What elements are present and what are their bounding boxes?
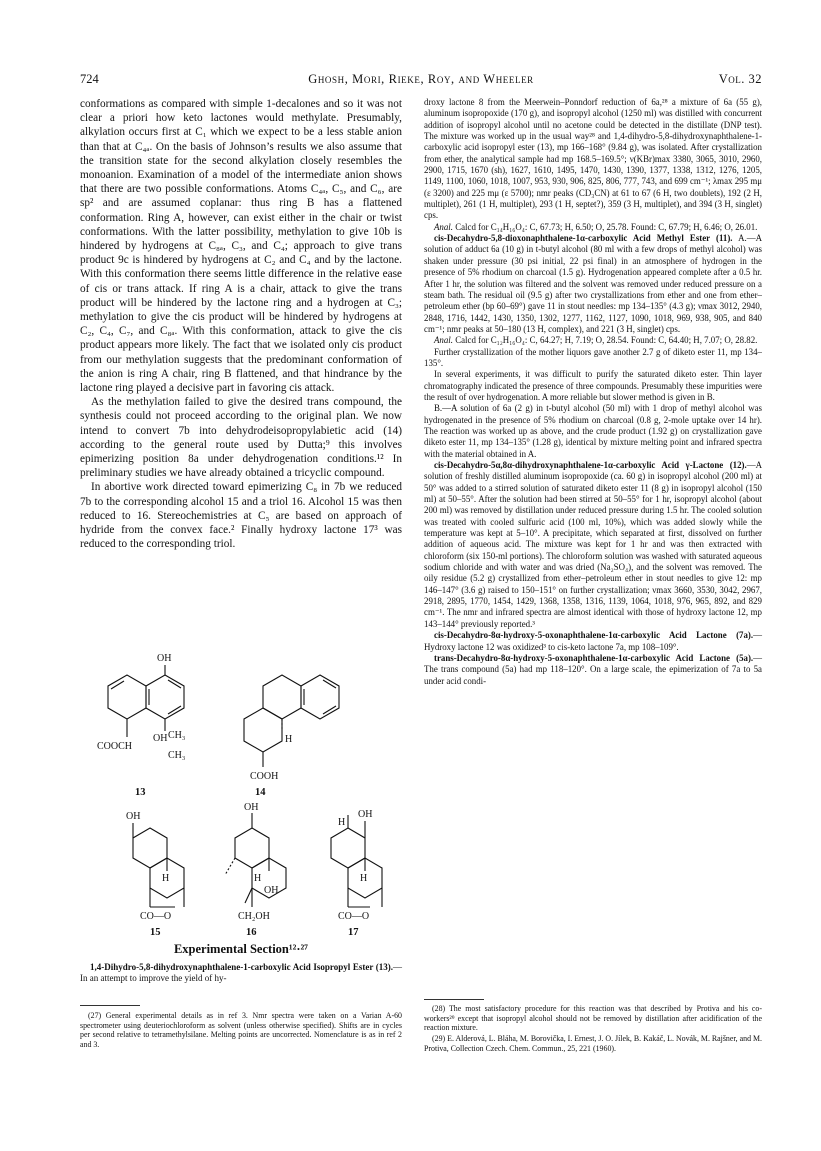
page-number: 724 bbox=[80, 72, 99, 86]
right-paragraph-4-heading: Anal. bbox=[434, 335, 453, 346]
right-paragraph-10-heading: trans-Decahydro-8α-hydroxy-5-oxonaphthalene-1α-carboxylic Acid Lactone (5a). bbox=[434, 652, 754, 663]
right-paragraph-3 bbox=[424, 233, 762, 335]
left-paragraph-2: As the methylation failed to give the desired trans compound, the synthesis could not proceed according to the original plan. We now intend to convert 7b into dehydrodeisopropylabietic acid (14) according to the general route used by Dutta;⁹ this involves epimerizing position 8a under dehydrogenation conditions.¹² In preliminary studies we have already obtained a tricyclic compound. bbox=[80, 396, 402, 480]
label-16-h: H bbox=[254, 873, 262, 884]
compound-number-15: 15 bbox=[150, 927, 161, 935]
label-13-cooch: COOCH bbox=[97, 741, 133, 752]
label-16-oh-top: OH bbox=[244, 802, 259, 813]
chemical-structures-figure bbox=[80, 645, 402, 935]
right-paragraph-1 bbox=[424, 97, 762, 222]
right-paragraph-2-heading: Anal. bbox=[434, 221, 453, 232]
right-paragraph-8-heading: cis-Decahydro-5α,8α-dihydroxynaphthalene-1α-carboxylic Acid γ-Lactone (12). bbox=[434, 460, 747, 470]
running-head-authors: Ghosh, Mori, Rieke, Roy, and Wheeler bbox=[308, 72, 534, 86]
compound-number-13: 13 bbox=[135, 787, 146, 798]
volume-label: Vol. 32 bbox=[718, 72, 762, 86]
experimental-first-paragraph bbox=[80, 962, 402, 985]
footnote-29: (29) E. Alderová, L. Bláha, M. Borovička, I. Ernest, J. O. Jílek, B. Kakáč, L. Novák, M. Rajšner, and M. Protiva, Collection Czech. Chem. Commun., 25, 221 (1960). bbox=[424, 1034, 762, 1053]
label-17-co-o: CO—O bbox=[338, 911, 370, 922]
label-17-oh: OH bbox=[358, 809, 373, 820]
right-paragraph-6 bbox=[424, 369, 762, 403]
label-17-h-top: H bbox=[338, 817, 346, 828]
right-paragraph-3-heading: cis-Decahydro-5,8-dioxonaphthalene-1α-carboxylic Acid Methyl Ester (11). bbox=[434, 233, 733, 244]
compound-number-14: 14 bbox=[255, 787, 266, 798]
label-13-ch3-b: CH₃ bbox=[168, 750, 186, 761]
right-paragraph-9-heading: cis-Decahydro-8α-hydroxy-5-oxonaphthalene-1α-carboxylic Acid Lactone (7a). bbox=[434, 630, 754, 641]
label-16-oh-right: OH bbox=[264, 885, 279, 896]
left-column bbox=[80, 97, 402, 552]
footnote-rule-right bbox=[424, 999, 484, 1000]
label-17-h: H bbox=[360, 873, 368, 884]
right-paragraph-2-text: Calcd for C₁₄H₁₆O₄: C, 67.73; H, 6.50; O, 25.78. Found: C, 67.79; H, 6.46; O, 26.01. bbox=[452, 221, 758, 232]
experimental-first-heading: 1,4-Dihydro-5,8-dihydroxynaphthalene-1-carboxylic Acid Isopropyl Ester (13). bbox=[90, 962, 393, 972]
right-paragraph-4 bbox=[424, 335, 762, 346]
label-13-oh-top: OH bbox=[157, 653, 172, 664]
right-paragraph-9-text: —Hydroxy lactone 12 was oxidized³ to cis-keto lactone 7a, mp 108–109°. bbox=[424, 630, 762, 652]
label-14-cooh: COOH bbox=[250, 771, 279, 782]
footnotes-left bbox=[80, 1011, 402, 1051]
left-paragraph-3: In abortive work directed toward epimerizing C₈ in 7b we reduced 7b to the corresponding alcohol 15 and a triol 16. Alcohol 15 was then reduced to 16. Stereochemistries at C₅ are based on approach of hydride from the convex face.² Finally hydroxy lactone 17³ was reduced to the corresponding triol. bbox=[80, 481, 402, 551]
right-column bbox=[424, 97, 762, 687]
footnote-28: (28) The most satisfactory procedure for this reaction was that described by Protiva and his co-workers²⁹ except that isopropyl alcohol should not be removed by distillation after acidification of the reaction mixture. bbox=[424, 1004, 762, 1033]
left-paragraph-1: conformations as compared with simple 1-decalones and so it was not clear a priori how keto lactones would methylate. Presumably, alkylation occurs first at C₁ which we expect to be a less stable anion than that at C₄ₐ. On the basis of Johnson’s results we also assume that the transition state for the second alkylation closely resembles the monoanion. Examination of a model of the intermediate anion shows that there are two possible conformations. Atoms C₄ₐ, C₅, and C₆, are sp² and are assumed coplanar: thus ring B has a flattened conformation. Ring A, however, can exist either in the chair or twist conformations. With the latter possibility, methylation to give 10b is hindered by hydrogens at C₈ₐ, C₃, and C₄; approach to give trans product 9c is hindered by hydrogens at C₂ and C₄ and by the lactone. With this conformation there seems little difference in the relative ease of cis or trans attack. If ring A is a chair, attack to give the trans product will be hindered by the lactone ring and a hydrogen at C₃; methylation to give the cis product will be hindered by hydrogens at C₂, C₄, C₇, and C₈ₐ. With this conformation, attack to give the cis product appears more likely. The fact that we isolated only cis product from our methylation suggests that the predominant conformation of the anion is ring A chair, ring B flattened, and that hindrance by the lactone ring played a decisive part in favoring cis attack. bbox=[80, 98, 402, 395]
footnote-27: (27) General experimental details as in ref 3. Nmr spectra were taken on a Varian A-60 spectrometer using deuteriochloroform as solvent (unless otherwise specified). Shifts are in cycles per second relative to tetramethylsilane. Melting points are uncorrected. Nomenclature is as in ref 2 and 3. bbox=[80, 1011, 402, 1050]
compound-number-16: 16 bbox=[246, 927, 257, 935]
right-paragraph-10-text: —The trans compound (5a) had mp 118–120°. On a large scale, the epimerization of 7a to 5a under acid condi- bbox=[424, 652, 762, 686]
right-paragraph-7-text: B.—A solution of 6a (2 g) in t-butyl alcohol (50 ml) with 1 drop of methyl alcohol was hydrogenated in the presence of 5% rhodium on charcoal (0.8 g, 2-mole uptake over 14 hr). The reaction was worked up as above, and the crude product (1.92 g) on crystallization gave diketo ester 11, mp 134–135° (1.28 g), identical by mixture melting point and infrared spectra with the material obtained in A. bbox=[424, 403, 762, 459]
label-15-h: H bbox=[162, 873, 170, 884]
label-16-ch2oh: CH₂OH bbox=[238, 911, 270, 922]
experimental-first-text: —In an attempt to improve the yield of hy- bbox=[80, 962, 402, 984]
footnote-rule-left bbox=[80, 1005, 140, 1006]
label-13-oh-bottom: OH bbox=[153, 733, 168, 744]
structure-17 bbox=[331, 815, 382, 907]
compound-number-17: 17 bbox=[348, 927, 359, 935]
right-paragraph-6-text: In several experiments, it was difficult to purify the saturated diketo ester. Thin layer chromatography indicated the presence of three compounds. Presumably these impurities were the result of over hydrogenation. A more reliable but slower method is given in B. bbox=[424, 369, 762, 402]
label-13-ch3-a: CH₃ bbox=[168, 730, 186, 741]
right-paragraph-8-text: —A solution of freshly distilled aluminum isopropoxide (ca. 60 g) in isopropyl alcohol (200 ml) at 50° was added to a stirred solution of saturated diketo ester 11 (8 g) in isopropyl alcohol (150 ml) at 50–55°. After the solution had been stirred at 50–55° for 1 hr, isopropyl alcohol (about 200 ml) was removed by distillation under reduced pressure during 1.5 hr. The cooled solution was treated with cooled sulfuric acid (100 ml, 10%), which was added slowly while the temperature was kept at 5–10°. A precipitate, which separated at first, dissolved on further addition of aqueous acid. The mixture was kept for 1 hr and was then extracted with chloroform (six 150-ml portions). The chloroform solution was washed with saturated aqueous sodium chloride and with water and was dried (Na₂SO₄), and the solvent was removed. The oily residue (5.2 g) crystallized from ether–petroleum ether in stout needles to give 12: mp 146–147° (3.6 g) raised to 150–151° on further crystallization; νmax 3660, 3530, 3042, 2967, 2918, 2895, 1770, 1454, 1429, 1368, 1358, 1316, 1139, 1064, 1018, 976, 965, 892, and 829 cm⁻¹. The nmr and infrared spectra are almost identical with those of hydroxy lactone 12, mp 143–144° previously reported.³ bbox=[424, 460, 762, 629]
right-paragraph-7 bbox=[424, 403, 762, 460]
label-15-oh: OH bbox=[126, 811, 141, 822]
right-paragraph-1-text: droxy lactone 8 from the Meerwein–Ponndorf reduction of 6a,²⁸ a mixture of 6a (55 g), aluminum isopropoxide (170 g), and isopropyl alcohol (1250 ml) was distilled with concurrent addition of isopropyl alcohol until no acetone could be detected in the distillate (DNP test). The mixture was worked up in the usual way²⁸ and 1,4-dihydro-5,8-dihydroxynaphthalene-1-carboxylic acid isopropyl ester (13), mp 166–168° (9.84 g), was isolated. After crystallization from ether, the analytical sample had mp 168.5–169.5°; ν(KBr)max 3380, 3065, 3010, 2960, 2900, 1715, 1670 (sh), 1627, 1610, 1495, 1470, 1430, 1390, 1377, 1338, 1312, 1276, 1205, 1149, 1100, 1060, 1018, 1007, 953, 930, 906, 825, 806, 777, 743, and 699 cm⁻¹; λmax 295 mμ (ε 3200) and 225 mμ (ε 5700); nmr peaks (CD₃CN) at 61 to 67 (6 H, two doublets), 192 (2 H, multiplet), 261 (1 H, multiplet), 293 (1 H, septet?), 359 (3 H, multiplet), and 394 (3 H, singlet) cps. bbox=[424, 97, 762, 221]
structures-drawing bbox=[80, 645, 402, 935]
right-paragraph-8 bbox=[424, 460, 762, 630]
right-paragraph-5 bbox=[424, 347, 762, 370]
structure-13 bbox=[108, 665, 184, 737]
structure-15 bbox=[133, 823, 184, 907]
experimental-section-title: Experimental Section¹²·²⁷ bbox=[173, 942, 309, 956]
label-14-h: H bbox=[285, 734, 293, 745]
right-paragraph-10 bbox=[424, 653, 762, 687]
label-15-co-o: CO—O bbox=[140, 911, 172, 922]
structure-14 bbox=[244, 675, 339, 767]
right-paragraph-3-text: A.—A solution of adduct 6a (10 g) in t-butyl alcohol (80 ml with a few drops of methyl alcohol) was shaken under pressure (30 psi initial, 22 psi final) in an atmosphere of hydrogen in the presence of 5% rhodium on charcoal (1.5 g). Hydrogenation appeared complete after a 0.5 hr. After 1 hr, the solution was filtered and the solvent was removed under reduced pressure on a steam bath. The residual oil (9.5 g) after two crystallizations from ether and one from ether–petroleum ether (bp 60–69°) gave 11 in stout needles: mp 134–135° (4.3 g); νmax 3012, 2940, 2848, 1716, 1442, 1430, 1350, 1302, 1277, 1162, 1127, 1090, 1018, 969, 938, 905, and 840 cm⁻¹; nmr peaks at 50–180 (13 H, complex), and 221 (3 H, singlet) cps. bbox=[424, 233, 763, 334]
right-paragraph-5-text: Further crystallization of the mother liquors gave another 2.7 g of diketo ester 11, mp 134–135°. bbox=[424, 346, 762, 368]
footnotes-right bbox=[424, 1004, 762, 1055]
right-paragraph-4-text: Calcd for C₁₂H₁₆O₄: C, 64.27; H, 7.19; O, 28.54. Found: C, 64.40; H, 7.07; O, 28.82. bbox=[452, 335, 758, 346]
page-header bbox=[80, 72, 762, 90]
right-paragraph-9 bbox=[424, 630, 762, 653]
right-paragraph-2 bbox=[424, 222, 762, 233]
